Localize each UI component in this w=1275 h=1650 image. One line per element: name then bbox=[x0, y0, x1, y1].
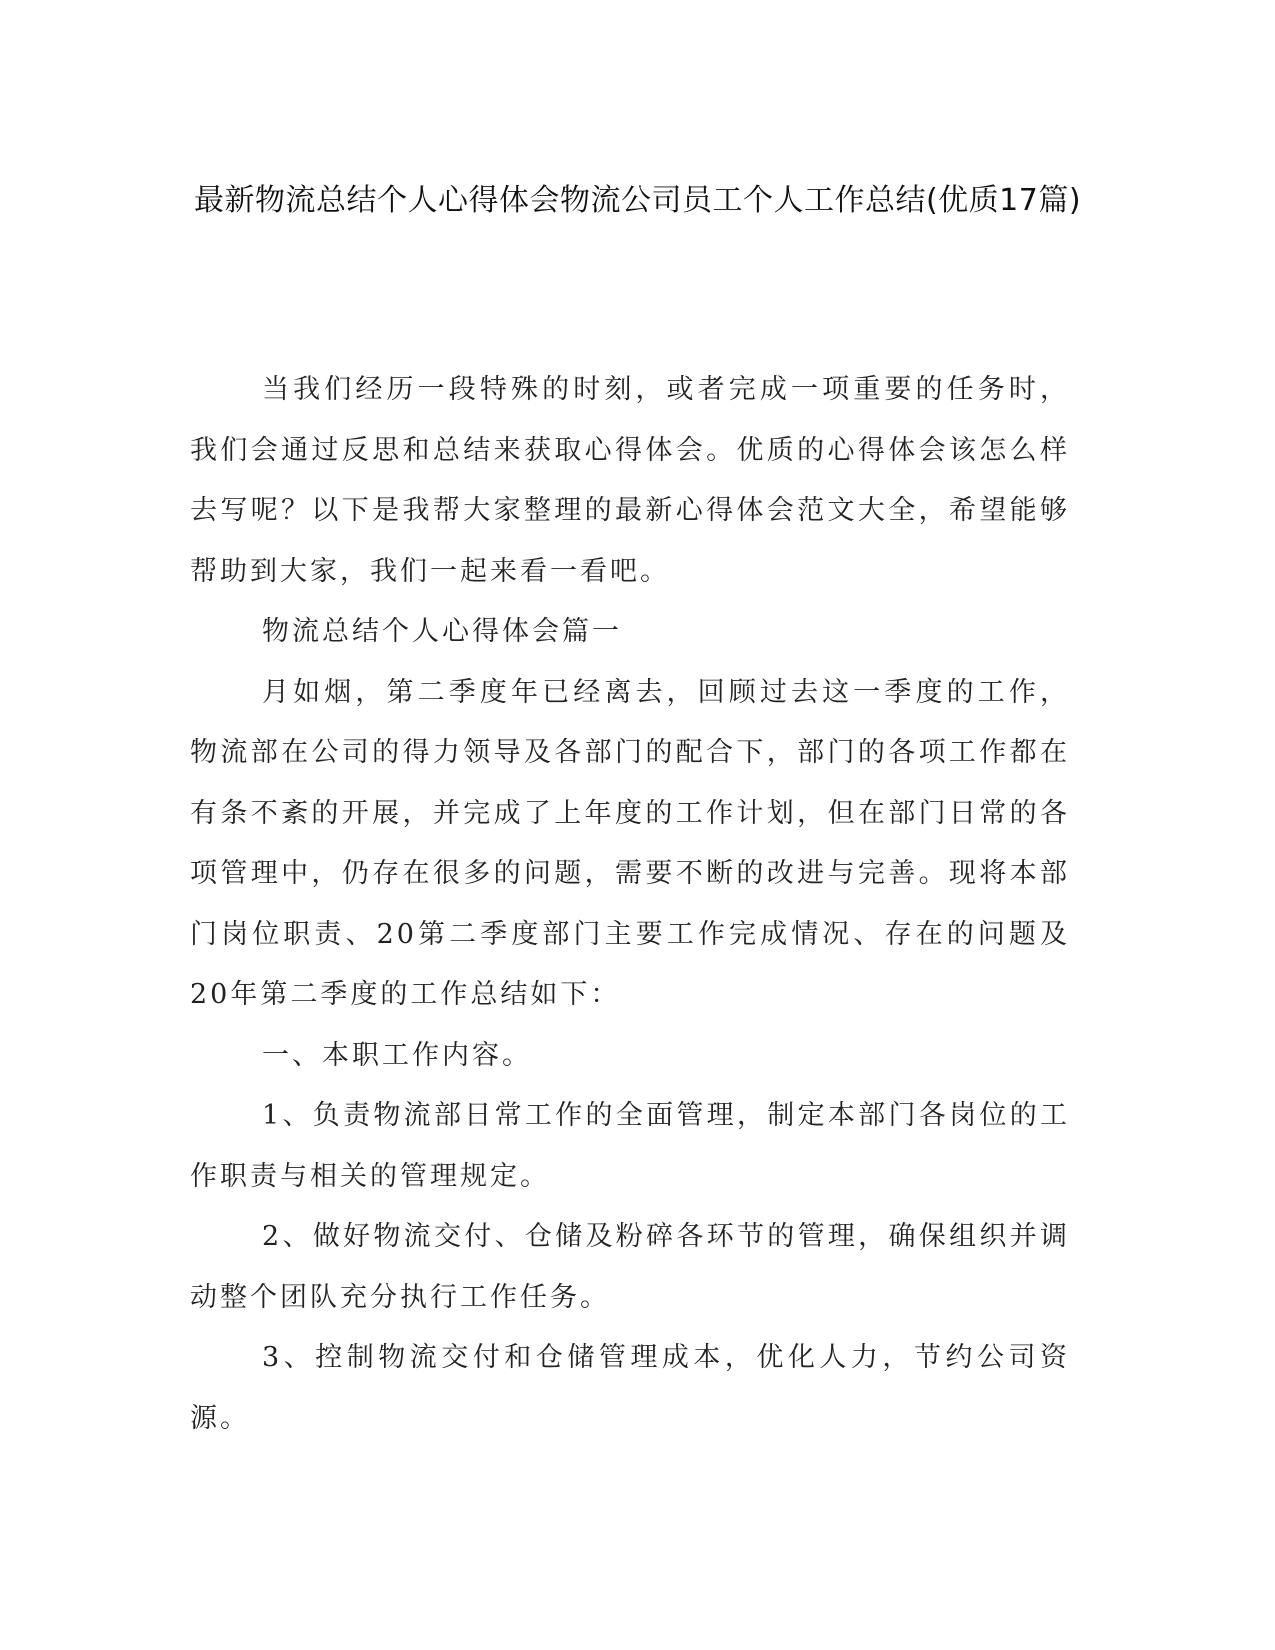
subsection-heading: 一、本职工作内容。 bbox=[262, 1039, 532, 1071]
list-item: 2、做好物流交付、仓储及粉碎各环节的管理，确保组织并调动整个团队充分执行工作任务。 bbox=[190, 1221, 1070, 1313]
body-paragraph: 月如烟，第二季度年已经离去，回顾过去这一季度的工作，物流部在公司的得力领导及各部门的配合下，部门的各项工作都在有条不紊的开展，并完成了上年度的工作计划，但在部门日常的各项管理中，仍存在很多的问题，需要不断的改进与完善。现将本部门岗位职责、20第二季度部门主要工作完成情况、存在的问题及20年第二季度的工作总结如下： bbox=[190, 676, 1070, 1010]
intro-paragraph: 当我们经历一段特殊的时刻，或者完成一项重要的任务时，我们会通过反思和总结来获取心得体会。优质的心得体会该怎么样去写呢？以下是我帮大家整理的最新心得体会范文大全，希望能够帮助到大家，我们一起来看一看吧。 bbox=[190, 374, 1070, 587]
section-heading: 物流总结个人心得体会篇一 bbox=[262, 616, 622, 647]
document-title: 最新物流总结个人心得体会物流公司员工个人工作总结(优质17篇) bbox=[193, 183, 1082, 218]
document-body bbox=[190, 360, 1070, 1449]
list-item: 1、负责物流部日常工作的全面管理，制定本部门各岗位的工作职责与相关的管理规定。 bbox=[190, 1100, 1070, 1192]
list-item: 3、控制物流交付和仓储管理成本，优化人力，节约公司资源。 bbox=[190, 1342, 1070, 1434]
